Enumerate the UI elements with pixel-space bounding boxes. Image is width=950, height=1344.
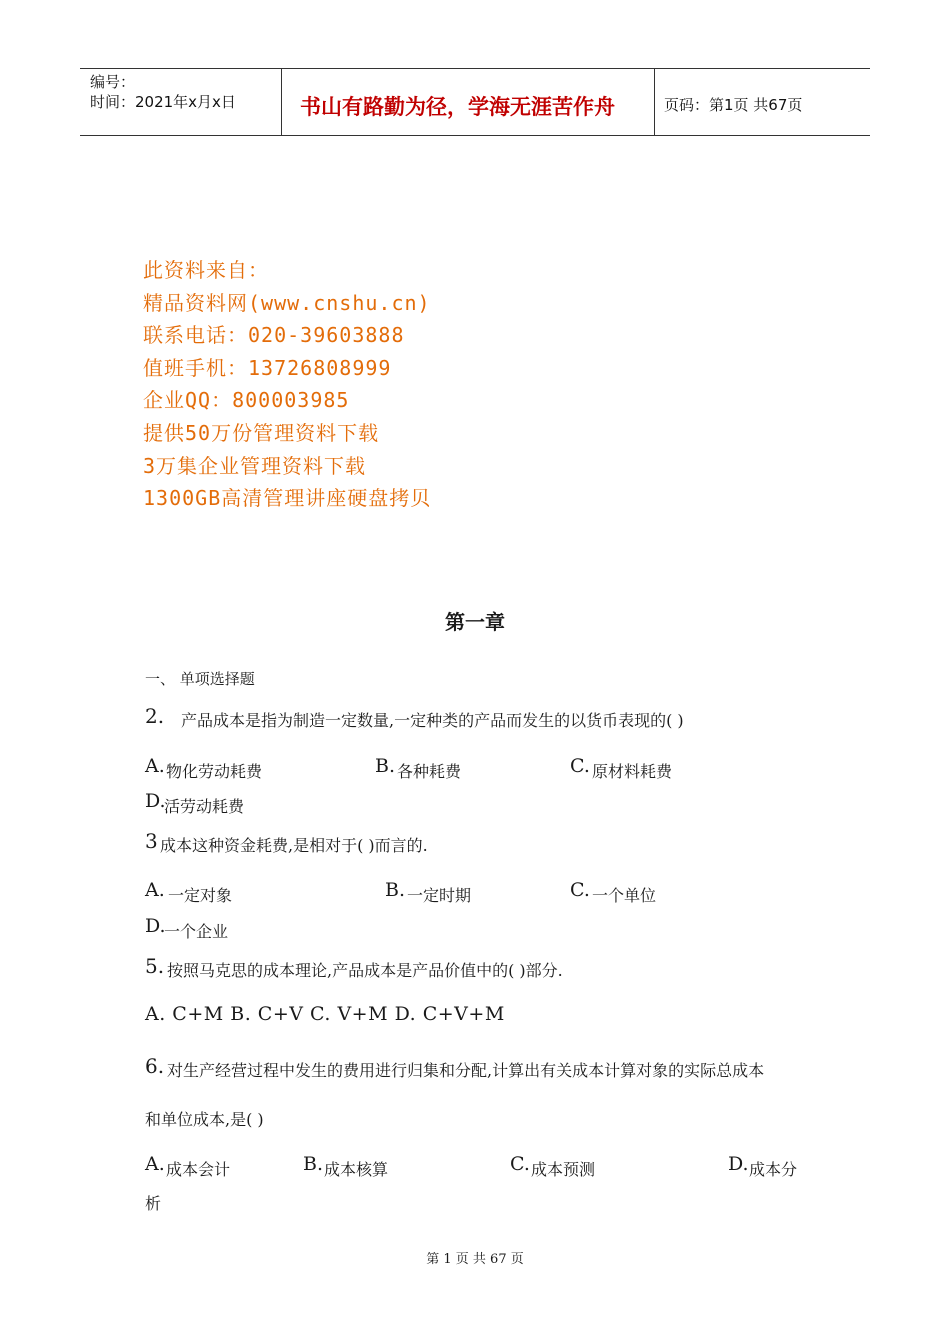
header-divider-2: [654, 68, 655, 136]
section-title: 一、 单项选择题: [145, 670, 255, 688]
question-text-continued: 和单位成本,是( ): [145, 1110, 264, 1129]
option-letter: B.: [375, 755, 396, 777]
question-text: 产品成本是指为制造一定数量,一定种类的产品而发生的以货币表现的( ): [181, 711, 684, 730]
option-letter: A.: [145, 1153, 165, 1175]
question-number: 5.: [145, 954, 165, 978]
promo-line: 值班手机：13726808999: [143, 355, 392, 380]
option-letter: C.: [570, 879, 590, 901]
option-text: 成本会计: [166, 1160, 231, 1179]
option-text: 物化劳动耗费: [166, 762, 263, 781]
promo-block: [143, 254, 431, 515]
promo-line: 企业QQ：800003985: [143, 388, 350, 413]
option-text: 一个企业: [164, 922, 229, 941]
option-letter: D.: [728, 1153, 749, 1175]
option-letter: C.: [510, 1153, 530, 1175]
options-formula-line: A. C+M B. C+V C. V+M D. C+V+M: [145, 1003, 505, 1025]
option-text: 各种耗费: [397, 762, 462, 781]
header-motto: 书山有路勤为径，学海无涯苦作舟: [300, 95, 615, 119]
option-letter: D.: [145, 915, 166, 937]
option-text: 成本预测: [531, 1160, 596, 1179]
option-letter: D.: [145, 790, 166, 812]
question-number: 2.: [145, 704, 165, 728]
header-bottom-border: [80, 135, 870, 136]
date-label: 时间：2021年x月x日: [90, 93, 236, 111]
promo-line: 3万集企业管理资料下载: [143, 453, 367, 478]
option-text: 成本核算: [324, 1160, 389, 1179]
question-number: 6.: [145, 1054, 165, 1078]
option-text: 一个单位: [592, 886, 657, 905]
option-letter: C.: [570, 755, 590, 777]
option-letter: B.: [303, 1153, 324, 1175]
option-text-wrap: 析: [145, 1194, 162, 1213]
option-text: 一定对象: [168, 886, 233, 905]
option-text: 一定时期: [407, 886, 472, 905]
option-letter: A.: [145, 755, 165, 777]
option-letter: B.: [385, 879, 406, 901]
promo-line: 1300GB高清管理讲座硬盘拷贝: [143, 486, 432, 511]
page-footer: 第 1 页 共 67 页: [426, 1252, 524, 1267]
header-divider-1: [281, 68, 282, 136]
question-text: 对生产经营过程中发生的费用进行归集和分配,计算出有关成本计算对象的实际总成本: [167, 1061, 765, 1080]
header-top-border: [80, 68, 870, 69]
option-text: 成本分: [749, 1160, 798, 1179]
promo-line: 联系电话：020-39603888: [143, 323, 405, 348]
option-text: 活劳动耗费: [164, 797, 245, 816]
question-text: 按照马克思的成本理论,产品成本是产品价值中的( )部分.: [167, 961, 563, 980]
question-number: 3: [145, 829, 158, 853]
page-info: 页码：第1页 共67页: [664, 96, 803, 114]
chapter-title: 第一章: [445, 610, 505, 634]
promo-line: 提供50万份管理资料下载: [143, 420, 380, 445]
serial-label: 编号：: [90, 73, 136, 91]
promo-line: 此资料来自：: [143, 258, 269, 282]
option-letter: A.: [145, 879, 165, 901]
promo-line: 精品资料网(www.cnshu.cn): [143, 290, 431, 315]
option-text: 原材料耗费: [592, 762, 673, 781]
question-text: 成本这种资金耗费,是相对于( )而言的.: [160, 836, 428, 855]
